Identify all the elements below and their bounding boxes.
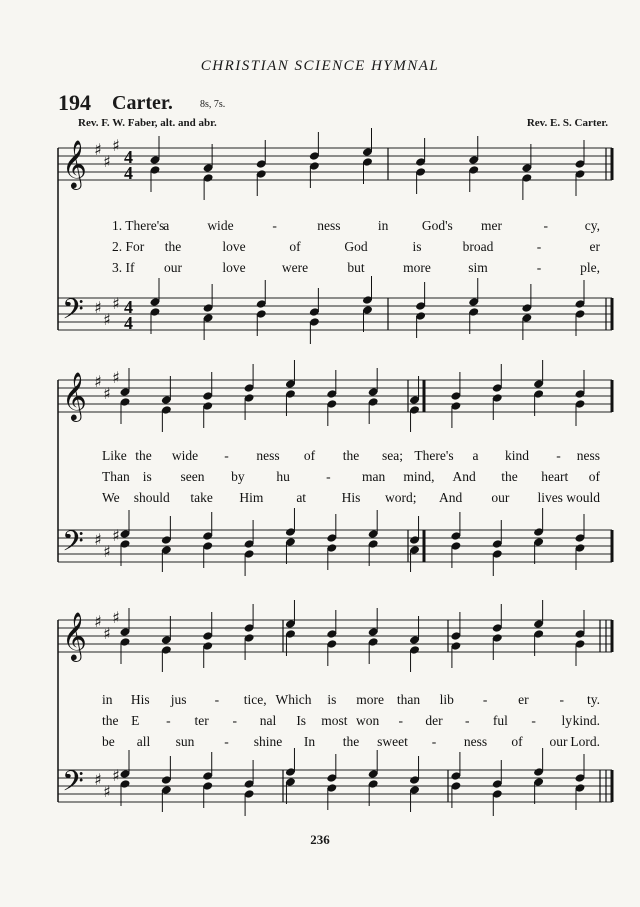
- lyric-syllable: -: [326, 469, 331, 484]
- running-head: CHRISTIAN SCIENCE HYMNAL: [200, 58, 440, 74]
- lyric-syllable: ter: [194, 713, 209, 728]
- lyric-syllable: our: [491, 490, 510, 505]
- lyric-syllable: -: [531, 713, 536, 728]
- lyric-syllable: all: [136, 734, 151, 749]
- lyric-syllable: take: [190, 490, 213, 505]
- lyric-syllable: our: [164, 260, 182, 275]
- lyric-syllable: tice,: [243, 692, 267, 707]
- lyric-syllable: Like: [102, 448, 127, 463]
- key-sharp: ♯: [94, 298, 102, 317]
- hymn-number: 194: [58, 90, 91, 115]
- lyric-syllable: wide: [207, 218, 234, 233]
- lyric-syllable: of: [303, 448, 316, 463]
- lyric-syllable: -: [272, 218, 277, 233]
- lyric-syllable: hu: [276, 469, 290, 484]
- lyric-syllable: -: [224, 734, 229, 749]
- lyric-syllable: heart: [541, 469, 569, 484]
- lyric-syllable: of: [511, 734, 523, 749]
- key-sharp: ♯: [112, 136, 120, 155]
- lyric-syllable: our: [549, 734, 568, 749]
- lyric-syllable: His: [341, 490, 361, 505]
- key-sharp: ♯: [112, 294, 120, 313]
- lyric-syllable: wide: [171, 448, 199, 463]
- lyric-syllable: -: [559, 692, 564, 707]
- lyric-syllable: shine: [253, 734, 283, 749]
- lyric-syllable: the: [135, 448, 152, 463]
- key-sharp: ♯: [103, 624, 111, 643]
- lyric-syllable: word;: [385, 490, 417, 505]
- lyric-syllable: sea;: [382, 448, 403, 463]
- lyric-syllable: ly: [561, 713, 573, 728]
- bass-clef: 𝄢: [62, 293, 84, 333]
- lyric-syllable: -: [224, 448, 229, 463]
- lyric-syllable: more: [403, 260, 431, 275]
- treble-clef: 𝄞: [62, 371, 87, 420]
- key-sharp: ♯: [94, 140, 102, 159]
- lyric-syllable: mind,: [403, 469, 435, 484]
- lyric-syllable: ness: [576, 448, 600, 463]
- lyric-syllable: of: [588, 469, 600, 484]
- lyric-syllable: a: [472, 448, 479, 463]
- key-sharp: ♯: [103, 152, 111, 171]
- lyric-syllable: be: [102, 734, 115, 749]
- lyric-syllable: 1. There's: [112, 218, 165, 233]
- lyric-syllable: ty.: [587, 692, 600, 707]
- lyric-syllable: is: [327, 692, 337, 707]
- lyric-syllable: should: [133, 490, 170, 505]
- meter: 8s, 7s.: [200, 99, 226, 110]
- lyric-syllable: broad: [462, 239, 494, 254]
- lyric-syllable: of: [289, 239, 301, 254]
- lyric-syllable: the: [342, 734, 360, 749]
- time-signature-digit: 4: [124, 163, 133, 183]
- bass-clef: 𝄢: [62, 525, 84, 565]
- lyric-syllable: God: [344, 239, 368, 254]
- lyric-syllable: Which: [275, 692, 312, 707]
- treble-clef: 𝄞: [62, 139, 87, 188]
- page-number: 236: [310, 832, 330, 847]
- lyric-syllable: Is: [296, 713, 307, 728]
- lyric-syllable: the: [102, 713, 119, 728]
- key-sharp: ♯: [112, 526, 120, 545]
- lyric-syllable: is: [142, 469, 152, 484]
- key-sharp: ♯: [94, 530, 102, 549]
- lyric-syllable: ness: [463, 734, 488, 749]
- treble-clef: 𝄞: [62, 611, 87, 660]
- lyric-syllable: -: [556, 448, 561, 463]
- lyric-syllable: -: [482, 692, 488, 707]
- lyric-syllable: -: [214, 692, 220, 707]
- lyric-syllable: in: [377, 218, 389, 233]
- lyric-syllable: lives: [537, 490, 563, 505]
- lyric-syllable: There's: [414, 448, 454, 463]
- lyric-syllable: Him: [239, 490, 264, 505]
- key-sharp: ♯: [112, 608, 120, 627]
- lyric-syllable: -: [398, 713, 404, 728]
- lyric-syllable: in: [102, 692, 113, 707]
- lyric-syllable: We: [102, 490, 120, 505]
- lyric-syllable: than: [396, 692, 421, 707]
- lyric-syllable: sim: [468, 260, 488, 275]
- lyric-syllable: by: [231, 469, 245, 484]
- key-sharp: ♯: [94, 612, 102, 631]
- lyric-syllable: love: [222, 239, 246, 254]
- lyric-syllable: And: [438, 490, 463, 505]
- lyric-syllable: love: [222, 260, 246, 275]
- lyric-syllable: mer: [481, 218, 503, 233]
- lyric-syllable: lib: [439, 692, 454, 707]
- lyric-syllable: 2. For: [112, 239, 145, 254]
- key-sharp: ♯: [94, 770, 102, 789]
- lyric-syllable: sun: [175, 734, 195, 749]
- lyric-syllable: In: [303, 734, 316, 749]
- lyric-syllable: -: [166, 713, 171, 728]
- lyric-syllable: cy,: [584, 218, 600, 233]
- lyric-syllable: would: [566, 490, 600, 505]
- lyric-syllable: der: [425, 713, 443, 728]
- lyric-syllable: 3. If: [112, 260, 135, 275]
- lyric-syllable: -: [536, 260, 542, 275]
- lyric-syllable: ple,: [580, 260, 600, 275]
- lyric-syllable: but: [347, 260, 365, 275]
- words-credit: Rev. F. W. Faber, alt. and abr.: [78, 117, 217, 129]
- lyric-syllable: sweet: [377, 734, 408, 749]
- bass-clef: 𝄢: [62, 765, 84, 805]
- key-sharp: ♯: [112, 368, 120, 387]
- lyric-syllable: ness: [317, 218, 341, 233]
- lyric-syllable: -: [431, 734, 437, 749]
- lyric-syllable: most: [321, 713, 348, 728]
- lyric-syllable: seen: [180, 469, 205, 484]
- lyric-syllable: ful: [492, 713, 508, 728]
- key-sharp: ♯: [103, 542, 111, 561]
- lyric-syllable: the: [164, 239, 182, 254]
- lyric-syllable: the: [342, 448, 360, 463]
- key-sharp: ♯: [94, 372, 102, 391]
- lyric-syllable: at: [296, 490, 307, 505]
- lyric-syllable: er: [589, 239, 600, 254]
- lyric-syllable: won: [355, 713, 380, 728]
- lyric-syllable: more: [356, 692, 385, 707]
- tune-name: Carter.: [112, 92, 173, 114]
- time-signature-digit: 4: [124, 313, 133, 333]
- lyric-syllable: kind.: [572, 713, 600, 728]
- key-sharp: ♯: [103, 384, 111, 403]
- lyric-syllable: were: [281, 260, 309, 275]
- key-sharp: ♯: [103, 782, 111, 801]
- lyric-syllable: a: [163, 218, 170, 233]
- lyric-syllable: is: [412, 239, 422, 254]
- lyric-syllable: -: [543, 218, 549, 233]
- lyric-syllable: E: [131, 713, 140, 728]
- lyric-syllable: -: [232, 713, 238, 728]
- lyric-syllable: Lord.: [570, 734, 600, 749]
- lyric-syllable: -: [464, 713, 470, 728]
- lyric-syllable: ness: [256, 448, 280, 463]
- lyric-syllable: er: [518, 692, 529, 707]
- time-signature-digit: 4: [124, 297, 133, 317]
- lyric-syllable: jus: [170, 692, 187, 707]
- time-signature-digit: 4: [124, 147, 133, 167]
- music-credit: Rev. E. S. Carter.: [526, 117, 608, 129]
- key-sharp: ♯: [103, 310, 111, 329]
- lyric-syllable: kind: [504, 448, 530, 463]
- lyric-syllable: His: [130, 692, 150, 707]
- lyric-syllable: -: [536, 239, 542, 254]
- lyric-syllable: God's: [421, 218, 453, 233]
- key-sharp: ♯: [112, 766, 120, 785]
- lyric-syllable: nal: [259, 713, 277, 728]
- lyric-syllable: the: [501, 469, 518, 484]
- lyric-syllable: man: [362, 469, 386, 484]
- lyric-syllable: And: [452, 469, 476, 484]
- lyric-syllable: Than: [102, 469, 130, 484]
